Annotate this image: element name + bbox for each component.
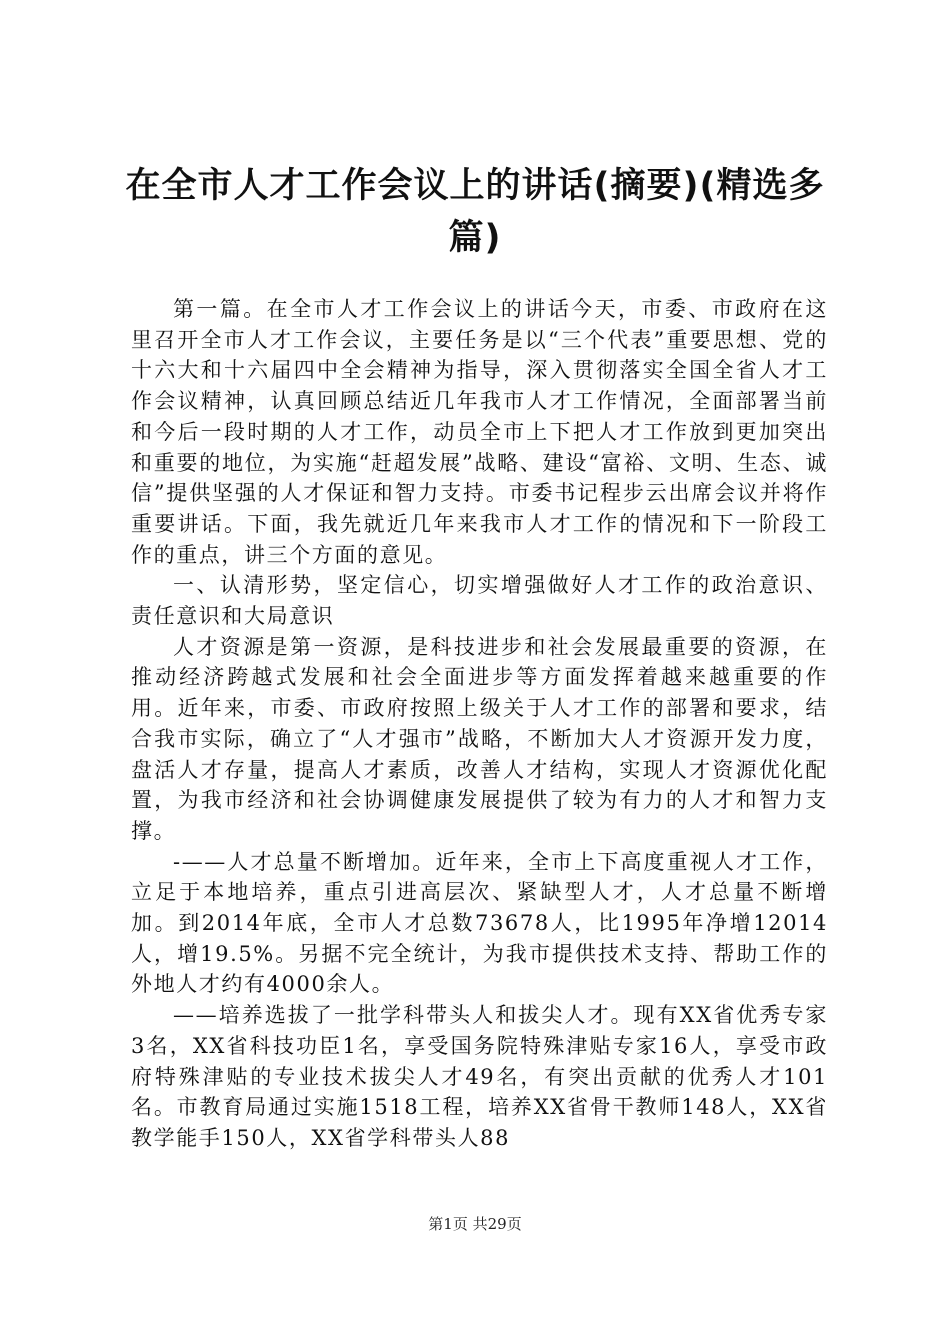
section-heading-1: 一、认清形势，坚定信心，切实增强做好人才工作的政治意识、责任意识和大局意识 (131, 573, 828, 629)
paragraph-talent-resource: 人才资源是第一资源，是科技进步和社会发展最重要的资源，在推动经济跨越式发展和社会全面进步等方面发挥着越来越重要的作用。近年来，市委、市政府按照上级关于人才工作的部署和要求，结合我市实际，确立了“人才强市”战略，不断加大人才资源开发力度，盘活人才存量，提高人才素质，改善人才结构，实现人才资源优化配置，为我市经济和社会协调健康发展提供了较为有力的人才和智力支撑。 (131, 634, 828, 843)
paragraph-talent-total: -——人才总量不断增加。近年来，全市上下高度重视人才工作，立足于本地培养，重点引进高层次、紧缺型人才，人才总量不断增加。到2014年底，全市人才总数73678人，比1995年净增12014人，增19.5%。另据不完全统计，为我市提供技术支持、帮助工作的外地人才约有4000余人。 (131, 849, 828, 997)
paragraph-talent-cultivation: ——培养选拔了一批学科带头人和拔尖人才。现有XX省优秀专家3名，XX省科技功臣1名，享受国务院特殊津贴专家16人，享受市政府特殊津贴的专业技术拔尖人才49名，有突出贡献的优秀人才101名。市教育局通过实施1518工程，培养XX省骨干教师148人，XX省教学能手150人，XX省学科带头人88 (131, 1003, 828, 1150)
page-number-footer: 第1页 共29页 (428, 1215, 522, 1233)
document-body (131, 294, 828, 1154)
paragraph-intro: 第一篇。在全市人才工作会议上的讲话今天，市委、市政府在这里召开全市人才工作会议，主要任务是以“三个代表”重要思想、党的十六大和十六届四中全会精神为指导，深入贯彻落实全国全省人才工作会议精神，认真回顾总结近几年我市人才工作情况，全面部署当前和今后一段时期的人才工作，动员全市上下把人才工作放到更加突出和重要的地位，为实施“赶超发展”战略、建设“富裕、文明、生态、诚信”提供坚强的人才保证和智力支持。市委书记程步云出席会议并将作重要讲话。下面，我先就近几年来我市人才工作的情况和下一阶段工作的重点，讲三个方面的意见。 (131, 297, 828, 567)
document-title: 在全市人才工作会议上的讲话(摘要)(精选多篇) (125, 166, 825, 258)
